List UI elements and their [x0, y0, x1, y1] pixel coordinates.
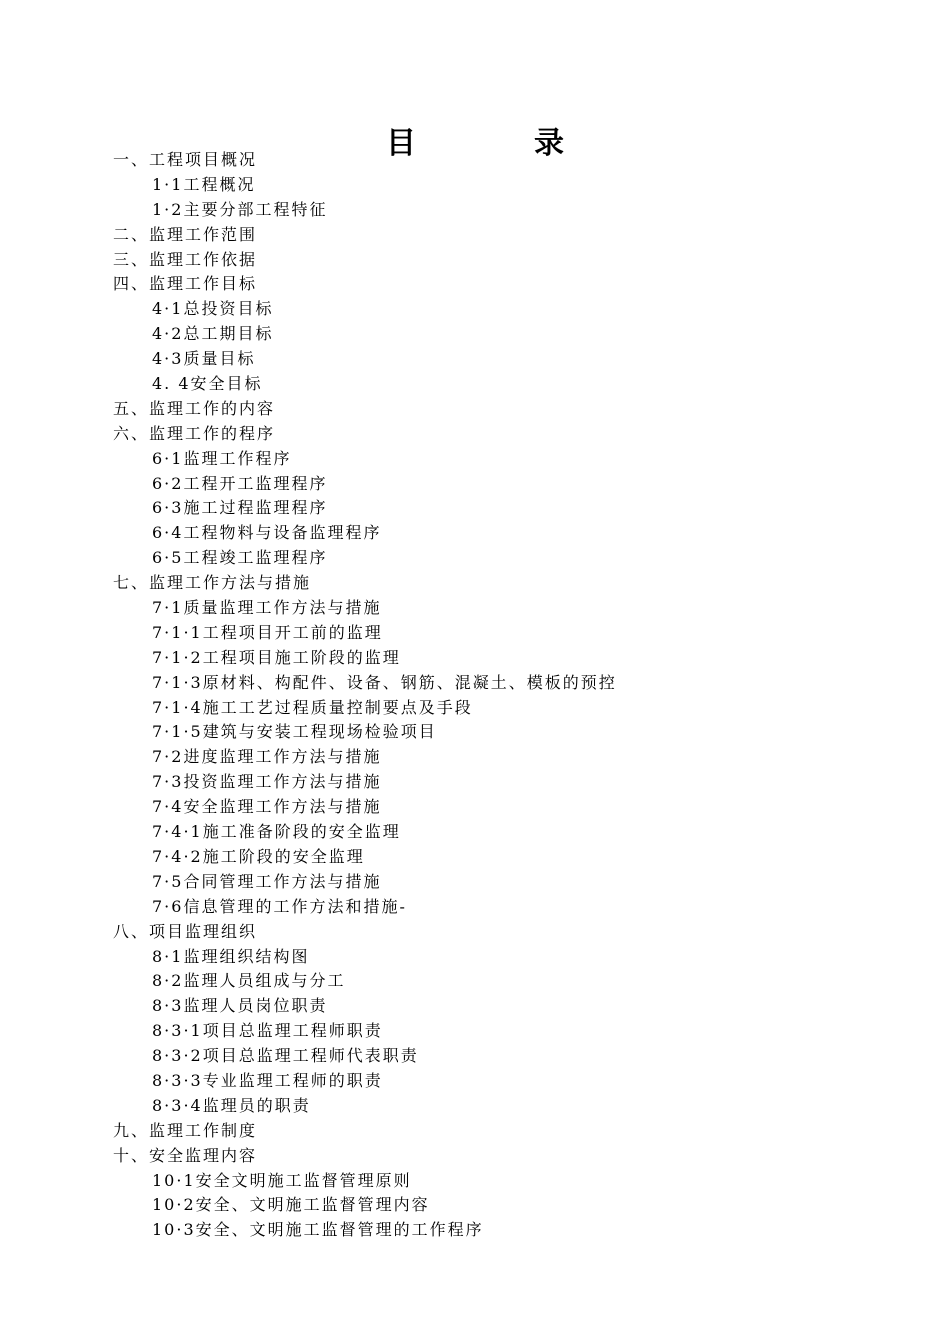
toc-entry: 四、监理工作目标 [113, 274, 258, 294]
toc-entry: 8·3·1项目总监理工程师职责 [152, 1021, 383, 1041]
toc-entry: 二、监理工作范围 [113, 224, 258, 244]
toc-entry: 4·3质量目标 [152, 349, 256, 369]
toc-entry: 7·6信息管理的工作方法和措施- [152, 896, 407, 916]
toc-entry: 4·1总投资目标 [152, 299, 274, 319]
toc-entry: 7·4·1施工准备阶段的安全监理 [152, 822, 401, 842]
toc-entry: 九、监理工作制度 [113, 1120, 258, 1140]
toc-entry: 一、工程项目概况 [113, 150, 258, 169]
toc-entry: 8·3监理人员岗位职责 [152, 996, 328, 1016]
toc-entry: 6·5工程竣工监理程序 [152, 548, 328, 568]
toc-entry: 10·1安全文明施工监督管理原则 [152, 1170, 412, 1190]
toc-entry: 十、安全监理内容 [113, 1145, 258, 1165]
toc-entry: 4. 4安全目标 [152, 374, 263, 394]
toc-entry: 8·1监理组织结构图 [152, 946, 310, 966]
toc-entry: 6·1监理工作程序 [152, 448, 292, 468]
toc-entry: 7·4安全监理工作方法与措施 [152, 797, 382, 817]
toc-entry: 7·1·2工程项目施工阶段的监理 [152, 647, 401, 667]
toc-entry: 6·3施工过程监理程序 [152, 498, 328, 518]
toc-entry: 8·2监理人员组成与分工 [152, 971, 346, 991]
toc-entry: 7·5合同管理工作方法与措施 [152, 871, 382, 891]
toc-entry: 五、监理工作的内容 [113, 398, 276, 418]
toc-entry: 7·1质量监理工作方法与措施 [152, 598, 382, 618]
toc-entry: 七、监理工作方法与措施 [113, 573, 312, 593]
toc-entry: 4·2总工期目标 [152, 324, 274, 344]
toc-entry: 六、监理工作的程序 [113, 423, 276, 443]
toc-entry: 8·3·2项目总监理工程师代表职责 [152, 1046, 419, 1066]
toc-entry: 6·4工程物料与设备监理程序 [152, 523, 382, 543]
page-title-char-1: 目 [386, 126, 416, 162]
toc-entry: 8·3·4监理员的职责 [152, 1095, 311, 1115]
table-of-contents [113, 148, 873, 1243]
toc-entry: 6·2工程开工监理程序 [152, 473, 328, 493]
toc-entry: 7·1·4施工工艺过程质量控制要点及手段 [152, 697, 473, 717]
toc-entry: 7·1·3原材料、构配件、设备、钢筋、混凝土、模板的预控 [152, 672, 617, 692]
toc-entry: 7·4·2施工阶段的安全监理 [152, 846, 365, 866]
toc-entry: 八、项目监理组织 [113, 921, 258, 941]
toc-entry: 8·3·3专业监理工程师的职责 [152, 1070, 383, 1090]
toc-entry: 7·1·5建筑与安装工程现场检验项目 [152, 722, 437, 742]
toc-entry: 10·2安全、文明施工监督管理内容 [152, 1195, 430, 1215]
toc-entry: 7·3投资监理工作方法与措施 [152, 772, 382, 792]
toc-entry: 7·1·1工程项目开工前的监理 [152, 622, 383, 642]
toc-entry: 三、监理工作依据 [113, 249, 258, 269]
toc-entry: 10·3安全、文明施工监督管理的工作程序 [152, 1220, 484, 1240]
toc-entry: 7·2进度监理工作方法与措施 [152, 747, 382, 767]
page-title-char-2: 录 [534, 126, 564, 162]
toc-entry: 1·1工程概况 [152, 174, 256, 194]
toc-entry: 1·2主要分部工程特征 [152, 199, 328, 219]
